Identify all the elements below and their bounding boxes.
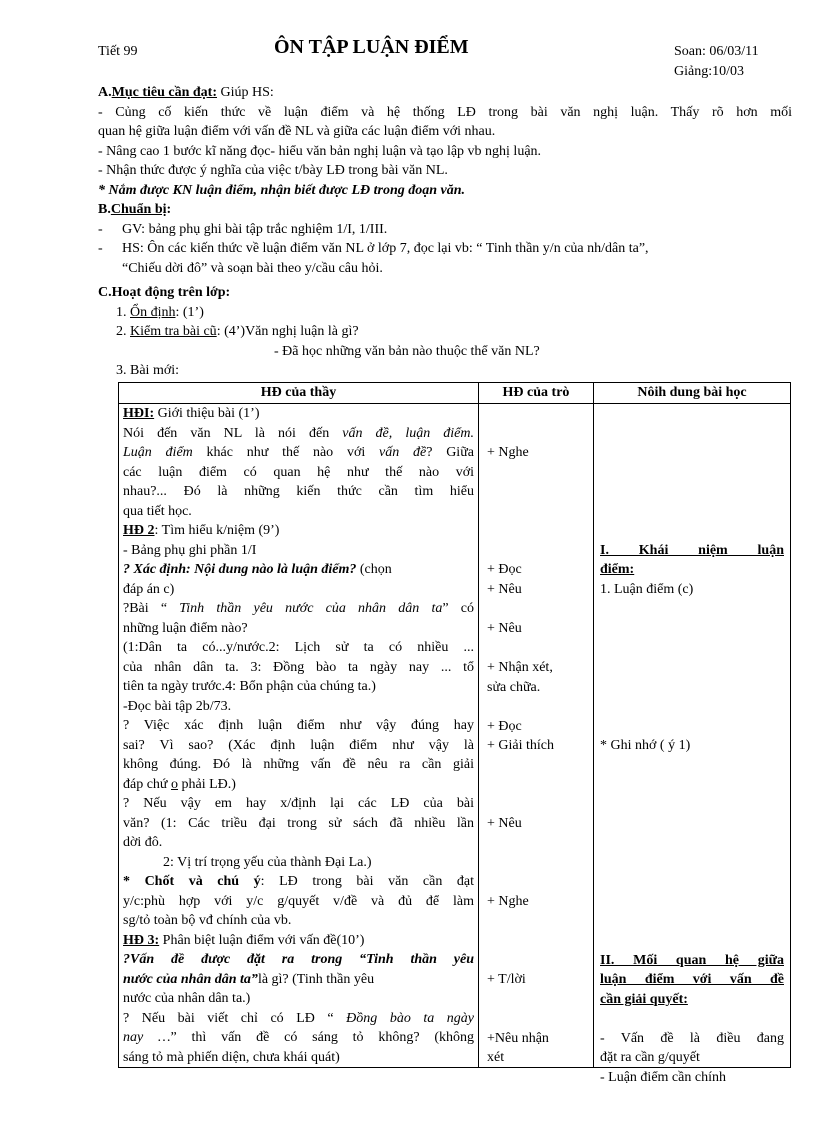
section-c-heading: C.Hoạt động trên lớp: — [98, 285, 231, 300]
goal-2: - Nâng cao 1 bước kĩ năng đọc- hiểu văn bản nghị luận và tạo lập vb nghị luận. — [98, 143, 542, 159]
goal-4: * Nắm được KN luận điểm, nhận biết được LĐ trong đoạn văn. — [98, 182, 466, 198]
section-c — [98, 283, 798, 381]
table-row — [119, 404, 791, 1068]
goal-1b: quan hệ giữa luận điểm với vấn đề NL và giữa các luận điểm với nhau. — [98, 124, 496, 139]
prep-hs-cont: “Chiếu dời đô” và soạn bài theo y/cầu câu hỏi. — [122, 260, 383, 276]
step-2: 2. Kiểm tra bài cũ: (4’)Văn nghị luận là gì? — [116, 324, 359, 339]
section-a — [98, 83, 792, 200]
page-title: ÔN TẬP LUẬN ĐIỂM — [274, 36, 469, 58]
col-header-teacher: HĐ của thầy — [119, 383, 479, 404]
goal-3: - Nhận thức được ý nghĩa của việc t/bày LĐ trong bài văn NL. — [98, 163, 448, 178]
goal-1a: - Củng cố kiến thức về luận điểm và hệ thống LĐ trong bài văn nghị luận. Thấy rõ hơn mối — [98, 104, 792, 120]
section-a-heading: A.Mục tiêu cần đạt: Giúp HS: — [98, 85, 274, 100]
col-header-student: HĐ của trò — [479, 383, 594, 404]
prep-hs: - HS: Ôn các kiến thức về luận điểm văn NL ở lớp 7, đọc lại vb: “ Tinh thần y/n của nh/dân ta”, — [98, 241, 649, 256]
date-giang: Giảng:10/03 — [674, 64, 744, 79]
lesson-table — [118, 382, 791, 1085]
date-soan: Soan: 06/03/11 — [674, 44, 759, 59]
prep-gv: - GV: bảng phụ ghi bài tập trắc nghiệm 1/I, 1/III. — [98, 221, 388, 237]
lesson-number: Tiết 99 — [98, 44, 138, 59]
section-b — [98, 200, 798, 278]
col-header-content: Nôih dung bài học — [594, 383, 791, 404]
step-3: 3. Bài mới: — [116, 363, 180, 378]
step-2b: - Đã học những văn bản nào thuộc thể văn NL? — [274, 343, 540, 359]
lesson-content-cell: I. Khái niệm luận điểm: 1. Luận điểm (c) * Ghi nhớ ( ý 1) II. Mối quan hệ giữa luận điểm với vấn đề cần giải quyết: - Vấn đề là điều đang đặt ra cần g/quyết - Luận điểm cần chính — [594, 404, 791, 1068]
table-header-row — [119, 383, 791, 404]
student-activity-cell: + Nghe + Đọc + Nêu + Nêu + Nhận xét, sửa chữa. + Đọc + Giải thích + Nêu + Nghe + T/lời +Nêu nhận xét — [479, 404, 594, 1068]
section-b-heading: B.Chuẩn bị: — [98, 202, 172, 217]
teacher-activity-cell: HĐI: Giới thiệu bài (1’) Nói đến văn NL là nói đến vấn đề, luận điểm. Luận điểm khác như thế nào với vấn đề? Giữa các luận điểm có quan hệ như thế nào với nhau?... Đó là những kiến thức cần tìm hiểu qua tiết học. HĐ 2: Tìm hiểu k/niệm (9’) - Bảng phụ ghi phần 1/I ? Xác định: Nội dung nào là luận điểm? (chọn đáp án c) ?Bài “ Tinh thần yêu nước của nhân dân ta” có những luận điểm nào? (1:Dân ta có...y/nước.2: Lịch sử ta có nhiều ... của nhân dân ta. 3: Đồng bào ta ngày nay ... tổ tiên ta ngày trước.4: Bổn phận của chúng ta.) -Đọc bài tập 2b/73. ? Việc xác định luận điểm như vậy đúng hay sai? Vì sao? (Xác định luận điểm như vậy là không đúng. Đó là những vấn đề nêu ra cần giải đáp chứ o phải LĐ.) ? Nếu vậy em hay x/định lại các LĐ của bài văn? (1: Các triều đại trong sử sách đã nhiều lần dời đô. 2: Vị trí trọng yếu của thành Đại La.) * Chốt và chú ý: LĐ trong bài văn cần đạt y/c:phù hợp với y/c g/quyết v/đề và đủ để làm sg/tỏ toàn bộ vđ chính của vb. HĐ 3: Phân biệt luận điểm với vấn đề(10’) ?Vấn đề được đặt ra trong “Tinh thần yêu nước của nhân dân ta”là gì? (Tinh thần yêu nước của nhân dân ta.) ? Nếu bài viết chỉ có LĐ “ Đồng bào ta ngày nay …” thì vấn đề có sáng tỏ không? (không sáng tỏ mà phiến diện, chưa khái quát) — [119, 404, 479, 1068]
step-1: 1. Ổn định: (1’) — [116, 304, 204, 320]
